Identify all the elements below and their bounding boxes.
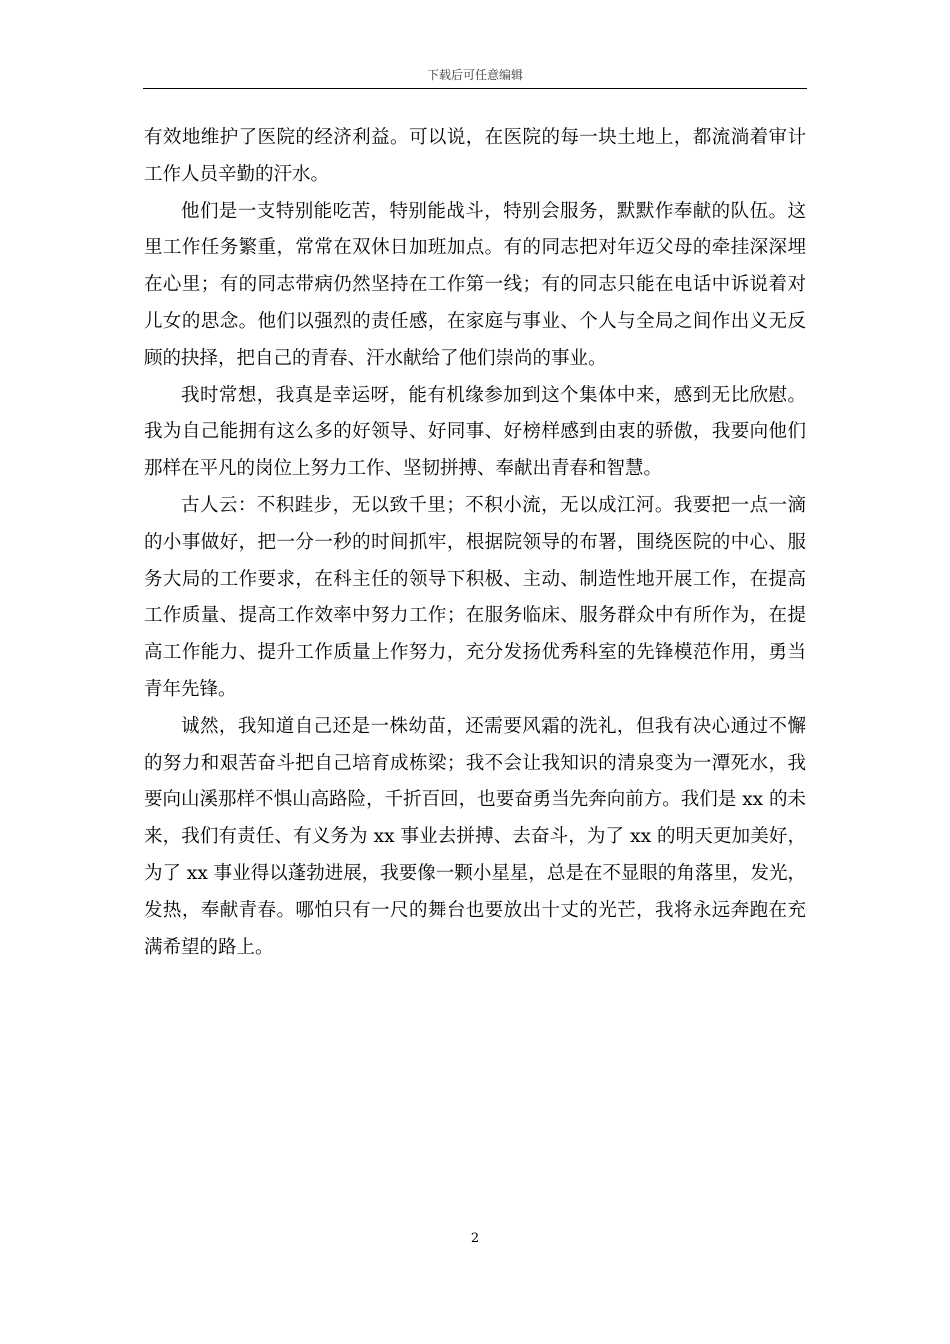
paragraph-2: 他们是一支特别能吃苦，特别能战斗，特别会服务，默默作奉献的队伍。这里工作任务繁重，常常在双休日加班加点。有的同志把对年迈父母的牵挂深深埋在心里；有的同志带病仍然坚持在工作第一线；有的同志只能在电话中诉说着对儿女的思念。他们以强烈的责任感，在家庭与事业、个人与全局之间作出义无反顾的抉择，把自己的青春、汗水献给了他们崇尚的事业。	[144, 200, 806, 369]
page-number: 2	[470, 1231, 480, 1246]
paragraph-3: 我时常想，我真是幸运呀，能有机缘参加到这个集体中来，感到无比欣慰。我为自己能拥有这么多的好领导、好同事、好榜样感到由衷的骄傲，我要向他们那样在平凡的岗位上努力工作、坚韧拼搏、奉献出青春和智慧。	[144, 384, 806, 480]
paragraph-1: 有效地维护了医院的经济利益。可以说，在医院的每一块土地上，都流淌着审计工作人员辛勤的汗水。	[144, 127, 806, 185]
page-header: 下载后可任意编辑	[426, 68, 523, 82]
header-divider	[143, 88, 807, 89]
paragraph-5: 诚然，我知道自己还是一株幼苗，还需要风霜的洗礼，但我有决心通过不懈的努力和艰苦奋斗把自己培育成栋梁；我不会让我知识的清泉变为一潭死水，我要向山溪那样不惧山高路险，千折百回，也要奋勇当先奔向前方。我们是 xx 的未来，我们有责任、有义务为 xx 事业去拼搏、去奋斗，为了 xx 的明天更加美好，为了 xx 事业得以蓬勃进展，我要像一颗小星星，总是在不显眼的角落里，发光，发热，奉献青春。哪怕只有一尺的舞台也要放出十丈的光芒，我将永远奔跑在充满希望的路上。	[144, 715, 806, 958]
paragraph-4: 古人云：不积跬步，无以致千里；不积小流，无以成江河。我要把一点一滴的小事做好，把一分一秒的时间抓牢，根据院领导的布署，围绕医院的中心、服务大局的工作要求，在科主任的领导下积极、主动、制造性地开展工作，在提高工作质量、提高工作效率中努力工作；在服务临床、服务群众中有所作为，在提高工作能力、提升工作质量上作努力，充分发扬优秀科室的先锋模范作用，勇当青年先锋。	[144, 494, 806, 700]
document-body	[144, 120, 806, 966]
